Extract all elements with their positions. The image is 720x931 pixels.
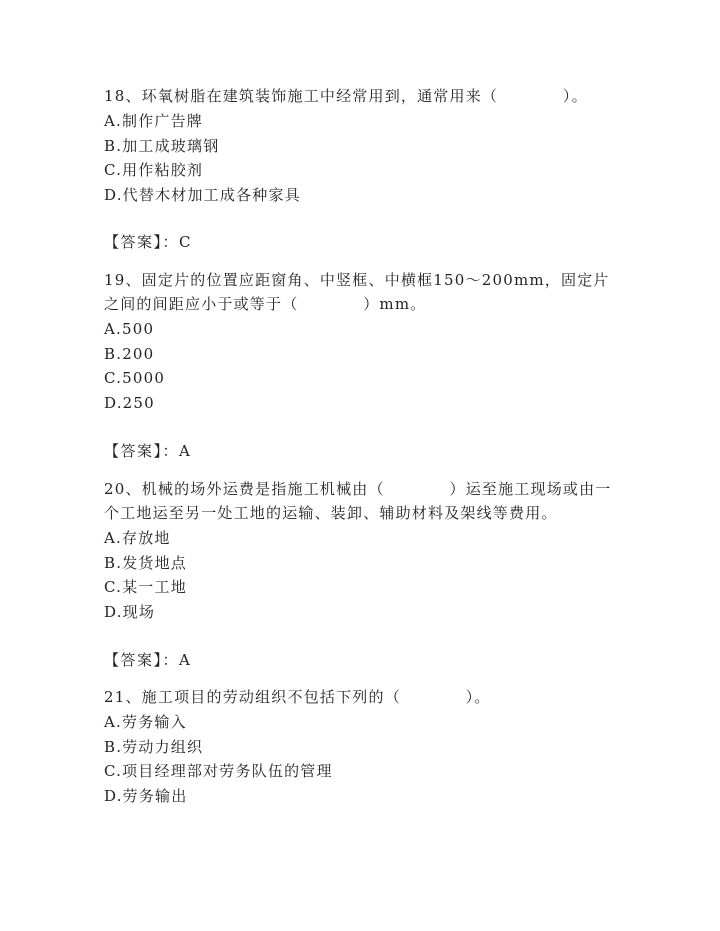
option-list (104, 317, 624, 415)
option-a: A.存放地 (104, 529, 171, 547)
option-c: C.项目经理部对劳务队伍的管理 (104, 762, 333, 781)
option-a: A.500 (104, 320, 155, 338)
option-d: D.劳务输出 (104, 786, 188, 805)
option-list (104, 710, 624, 808)
option-a: A.制作广告牌 (104, 112, 204, 130)
question-text: 20、机械的场外运费是指施工机械由（ ）运至施工现场或由一个工地运至另一处工地的运输、装卸、辅助材料及架线等费用。 (104, 480, 612, 522)
option-d: D.250 (104, 393, 155, 412)
question-20 (104, 477, 624, 624)
option-list (104, 526, 624, 624)
option-d: D.代替木材加工成各种家具 (104, 185, 301, 204)
option-b: B.发货地点 (104, 553, 187, 572)
question-21 (104, 685, 624, 808)
option-c: C.5000 (104, 369, 166, 388)
option-a: A.劳务输入 (104, 713, 187, 731)
question-18 (104, 84, 624, 207)
question-text: 18、环氧树脂在建筑装饰施工中经常用到，通常用来（ ）。 (104, 87, 588, 105)
question-19 (104, 268, 624, 415)
option-d: D.现场 (104, 602, 156, 621)
option-list (104, 109, 624, 207)
option-b: B.劳动力组织 (104, 737, 204, 756)
answer-19: 【答案】：A (104, 442, 192, 460)
option-c: C.用作粘胶剂 (104, 161, 204, 180)
option-c: C.某一工地 (104, 578, 187, 597)
answer-18: 【答案】：C (104, 233, 192, 251)
question-text: 21、施工项目的劳动组织不包括下列的（ ）。 (104, 688, 491, 706)
option-b: B.200 (104, 344, 155, 363)
answer-20: 【答案】：A (104, 651, 192, 669)
question-text: 19、固定片的位置应距窗角、中竖框、中横框150～200mm，固定片之间的间距应小于或等于（ ）mm。 (104, 271, 610, 313)
option-b: B.加工成玻璃钢 (104, 136, 220, 155)
